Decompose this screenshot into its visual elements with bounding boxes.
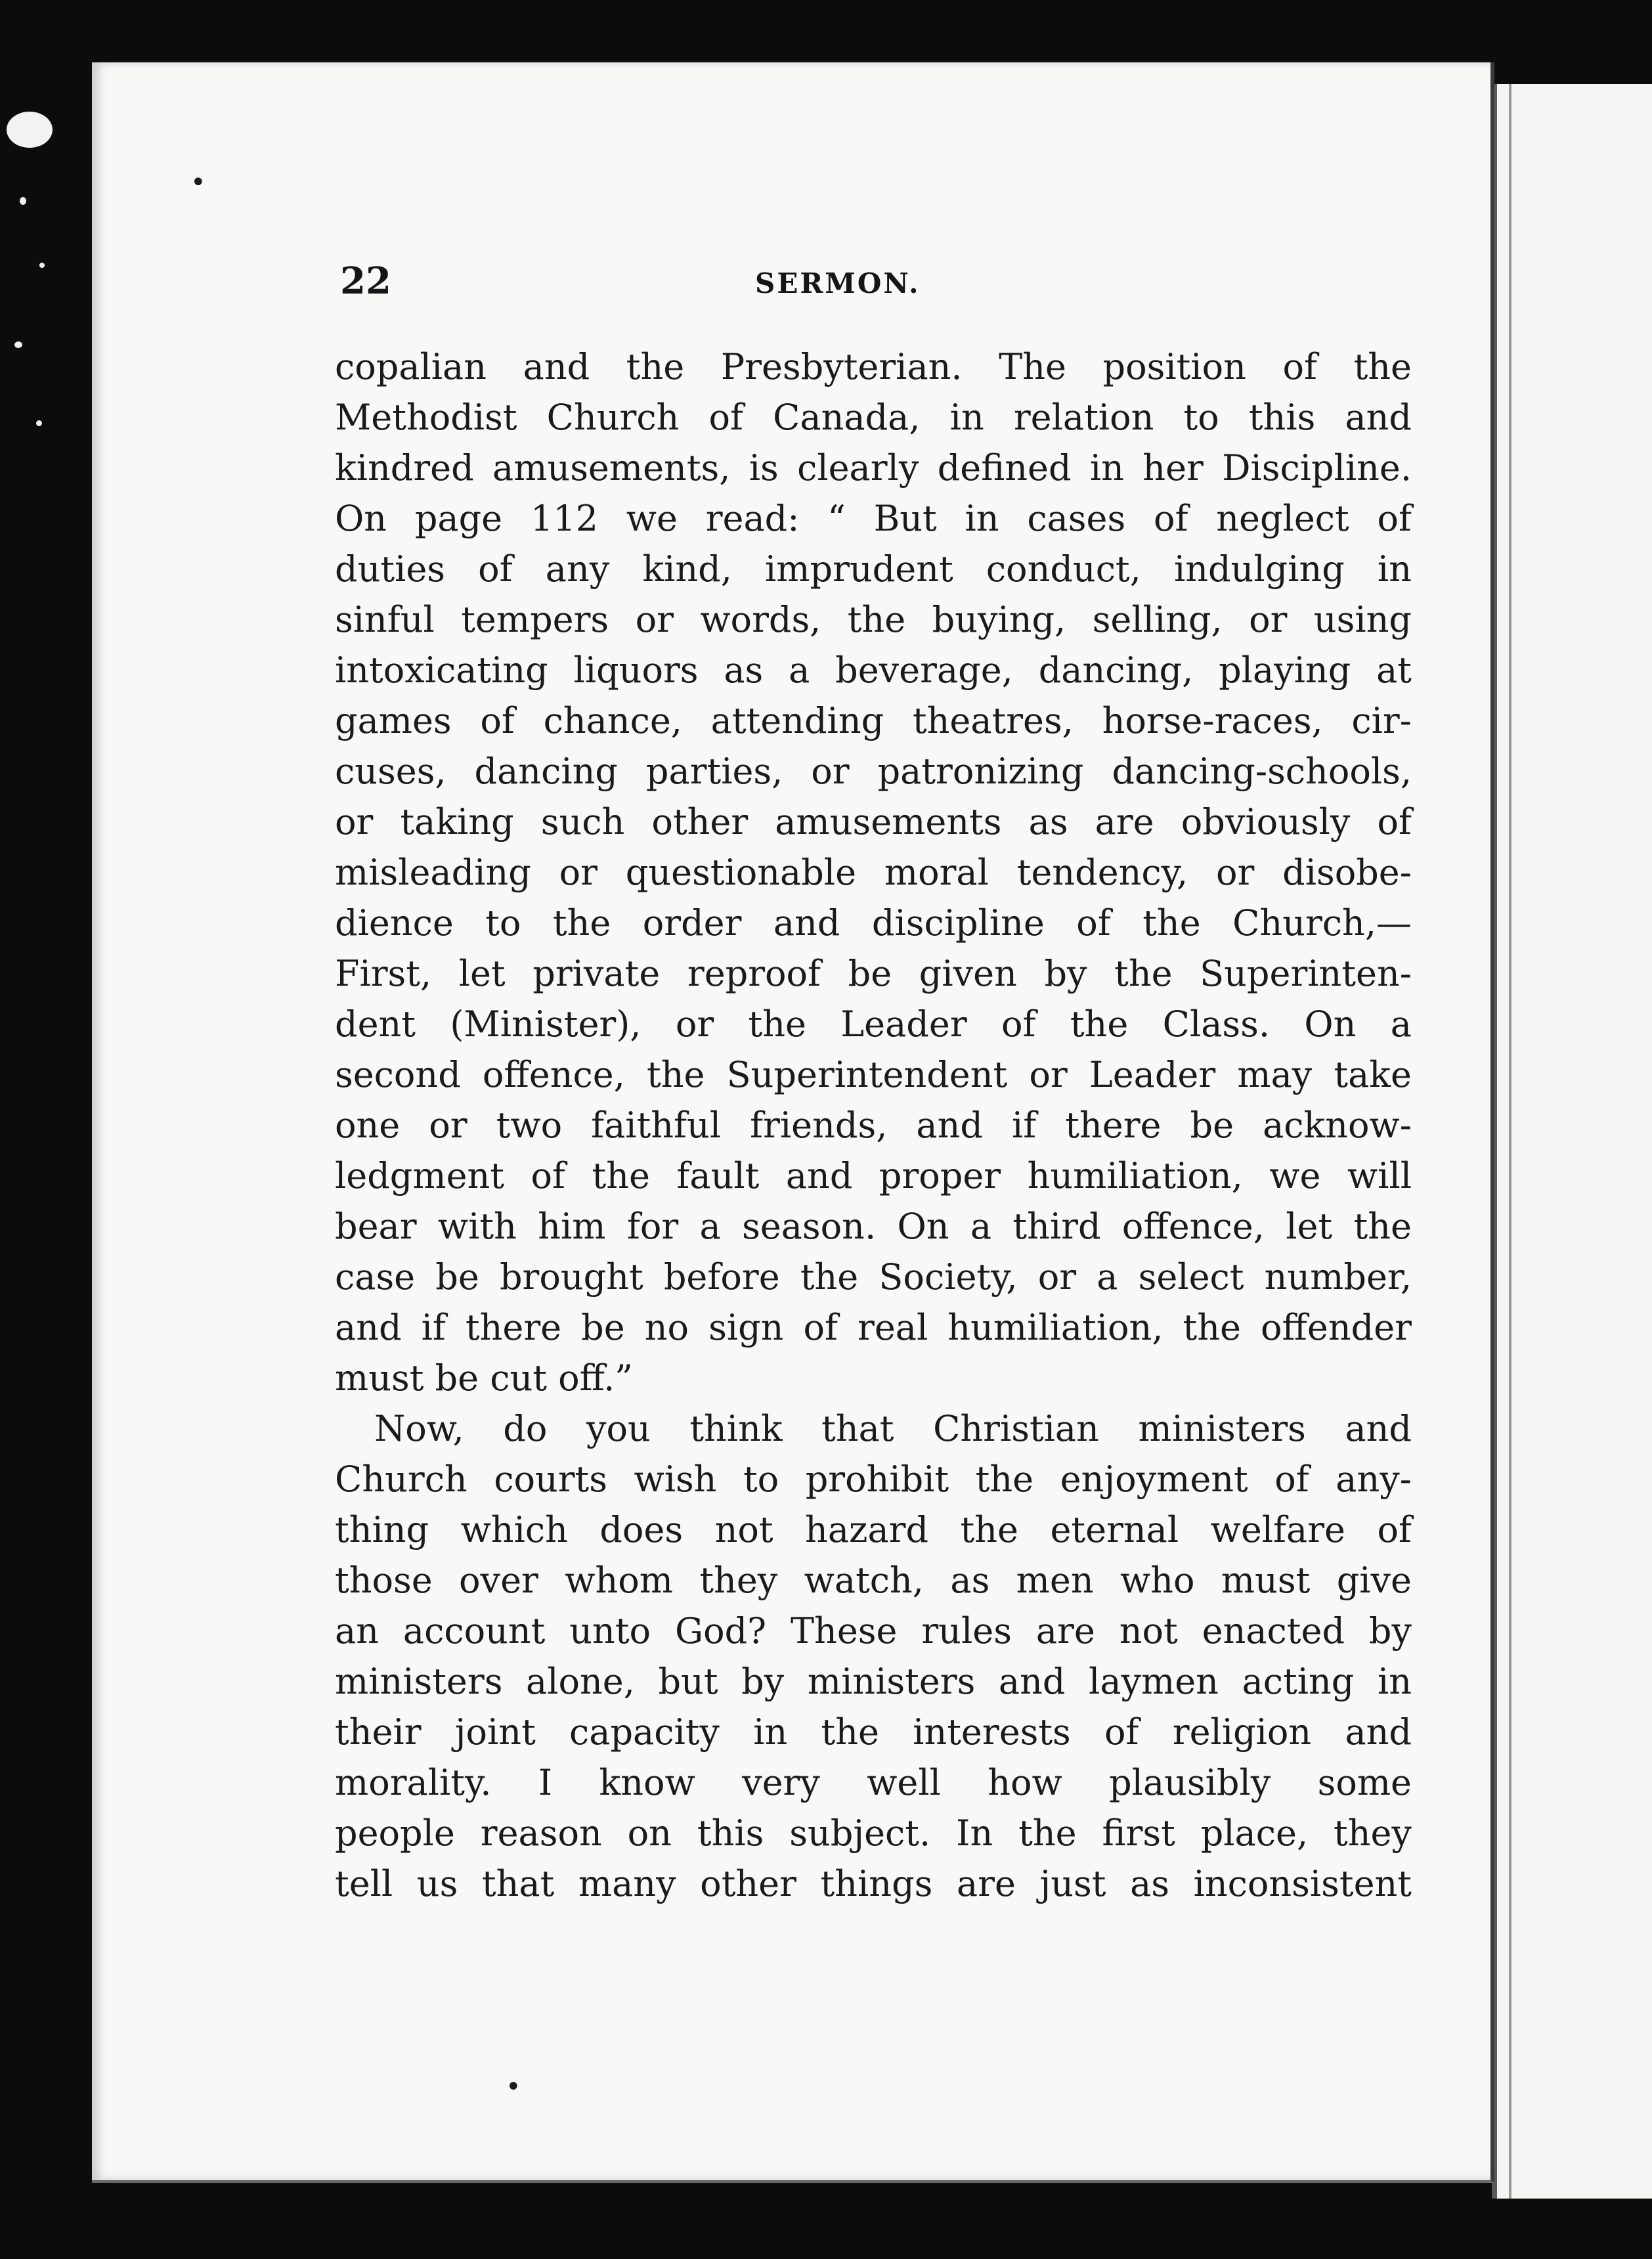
text-line: or taking such other amusements as are obviously of <box>335 801 1412 843</box>
page-header <box>92 259 1490 332</box>
text-line: their joint capacity in the interests of religion and <box>335 1711 1412 1753</box>
scan-speck <box>39 263 45 268</box>
body-text <box>335 341 1412 1909</box>
text-line: those over whom they watch, as men who must give <box>335 1560 1412 1601</box>
text-line: bear with him for a season. On a third offence, let the <box>335 1206 1412 1247</box>
text-line: tell us that many other things are just as inconsistent <box>335 1863 1412 1904</box>
scan-speck <box>7 112 53 148</box>
page-number: 22 <box>340 259 391 303</box>
scan-speck <box>20 197 26 205</box>
text-line: dent (Minister), or the Leader of the Class. On a <box>335 1003 1412 1045</box>
text-line: Church courts wish to prohibit the enjoyment of any- <box>335 1458 1412 1500</box>
text-line: copalian and the Presbyterian. The position of the <box>335 346 1412 387</box>
text-line: must be cut off.” <box>335 1357 633 1399</box>
ink-dot: • <box>506 2072 521 2102</box>
book-page <box>92 62 1494 2183</box>
text-line: case be brought before the Society, or a select number, <box>335 1256 1412 1298</box>
text-line: First, let private reproof be given by the Superinten- <box>335 953 1412 994</box>
text-line: misleading or questionable moral tendency, or disobe- <box>335 852 1412 893</box>
text-line: dience to the order and discipline of the Church,— <box>335 902 1412 944</box>
adjacent-page-edge <box>1492 84 1652 2199</box>
text-line: morality. I know very well how plausibly some <box>335 1762 1412 1803</box>
scan-speck <box>14 341 22 348</box>
text-line: cuses, dancing parties, or patronizing dancing-schools, <box>335 751 1412 792</box>
page-fold-line <box>1509 84 1511 2199</box>
text-line: ministers alone, but by ministers and laymen acting in <box>335 1661 1412 1702</box>
text-line: intoxicating liquors as a beverage, dancing, playing at <box>335 649 1412 691</box>
text-line: Methodist Church of Canada, in relation to this and <box>335 397 1412 438</box>
text-line: and if there be no sign of real humiliation, the offender <box>335 1307 1412 1348</box>
text-line: On page 112 we read: “ But in cases of neglect of <box>335 498 1412 539</box>
text-line: thing which does not hazard the eternal welfare of <box>335 1509 1412 1550</box>
text-line: one or two faithful friends, and if there be acknow- <box>335 1105 1412 1146</box>
running-head: SERMON. <box>755 267 921 299</box>
text-line: second offence, the Superintendent or Leader may take <box>335 1054 1412 1095</box>
text-line: sinful tempers or words, the buying, selling, or using <box>335 599 1412 640</box>
ink-dot: • <box>190 167 206 198</box>
text-line: duties of any kind, imprudent conduct, indulging in <box>335 548 1412 590</box>
text-line: people reason on this subject. In the first place, they <box>335 1812 1412 1854</box>
text-line: an account unto God? These rules are not enacted by <box>335 1610 1412 1652</box>
text-line: kindred amusements, is clearly defined in her Discipline. <box>335 447 1412 489</box>
text-line: ledgment of the fault and proper humiliation, we will <box>335 1155 1412 1196</box>
text-line: games of chance, attending theatres, horse-races, cir- <box>335 700 1412 741</box>
text-line: Now, do you think that Christian ministers and <box>374 1408 1412 1449</box>
scan-speck <box>36 420 42 426</box>
